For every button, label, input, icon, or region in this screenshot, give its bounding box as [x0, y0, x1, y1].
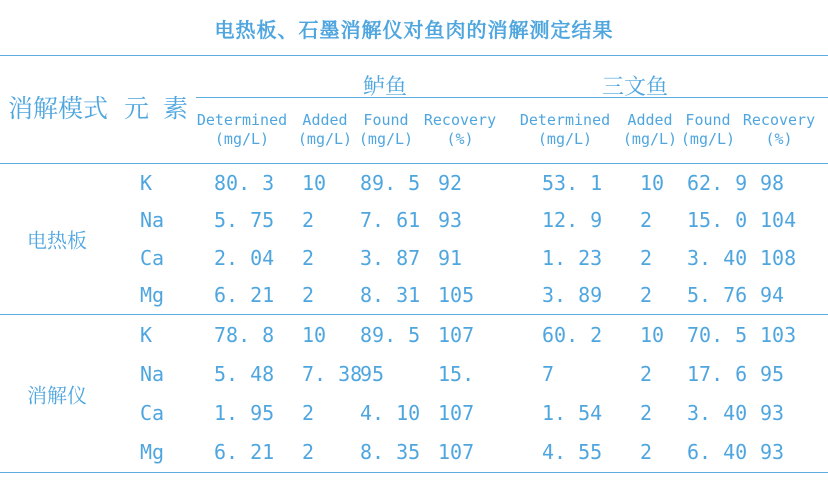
element-label: Na: [140, 208, 165, 233]
table-cell: 93: [760, 401, 785, 426]
table-cell: 2: [640, 401, 653, 426]
column-header-element: 元素: [124, 95, 203, 123]
title-divider: [0, 55, 828, 56]
table-cell: 95: [360, 361, 385, 386]
table-cell: 107: [438, 440, 475, 465]
table-cell: 2: [640, 361, 653, 386]
table-cell: 93: [760, 440, 785, 465]
table-cell: 3. 87: [360, 245, 421, 270]
page-title: 电热板、石墨消解仪对鱼肉的消解测定结果: [214, 20, 614, 42]
table-cell: 98: [760, 170, 785, 195]
table-row: [0, 164, 828, 202]
table-cell: 8. 35: [360, 440, 421, 465]
table-cell: 10: [302, 170, 327, 195]
column-header-unit: (%): [446, 130, 474, 148]
element-label: Ca: [140, 401, 165, 426]
table-cell: 2: [302, 401, 315, 426]
mode-label-digester: 消解仪: [27, 385, 87, 407]
table-cell: 108: [760, 245, 797, 270]
table-cell: 93: [438, 208, 463, 233]
column-header-unit: (mg/L): [537, 130, 593, 148]
fish-group-header-salmon: 三文鱼: [601, 74, 669, 99]
column-header-unit: (mg/L): [680, 130, 736, 148]
table-row: [0, 354, 828, 393]
table-cell: 105: [438, 283, 475, 308]
table-cell: 5. 76: [687, 283, 748, 308]
column-header-recovery: [424, 111, 496, 149]
column-header-name: Determined: [196, 111, 288, 129]
table-cell: 107: [438, 401, 475, 426]
table-cell: 2: [640, 440, 653, 465]
table-cell: 17. 6: [687, 361, 748, 386]
element-label: Mg: [140, 440, 165, 465]
column-header-found: [359, 111, 413, 149]
table-cell: 2: [302, 283, 315, 308]
column-header-unit: (%): [765, 130, 793, 148]
table-row: [0, 202, 828, 240]
column-header-mode: 消解模式: [8, 95, 109, 123]
element-label: Ca: [140, 245, 165, 270]
column-header-name: Found: [685, 111, 731, 129]
element-label: Mg: [140, 283, 165, 308]
table-cell: 7. 61: [360, 208, 421, 233]
column-header-name: Recovery: [423, 111, 497, 129]
column-header-unit: (mg/L): [297, 130, 353, 148]
table-cell: 4. 10: [360, 401, 421, 426]
table-cell: 7. 38: [302, 361, 363, 386]
table-cell: 104: [760, 208, 797, 233]
table-cell: 1. 54: [542, 401, 603, 426]
table-cell: 1. 23: [542, 245, 603, 270]
table-cell: 10: [302, 322, 327, 347]
table-cell: 92: [438, 170, 463, 195]
table-cell: 15.: [438, 361, 475, 386]
fish-header-divider: [196, 97, 828, 98]
element-label: Na: [140, 361, 165, 386]
table-cell: 70. 5: [687, 322, 748, 347]
table-cell: 3. 40: [687, 245, 748, 270]
element-label: K: [140, 322, 153, 347]
group-digester: [0, 315, 828, 472]
table-cell: 8. 31: [360, 283, 421, 308]
table-row: [0, 277, 828, 315]
column-header-found: [681, 111, 735, 149]
column-header-name: Found: [363, 111, 409, 129]
column-header-recovery: [743, 111, 815, 149]
table-cell: 103: [760, 322, 797, 347]
column-header-unit: (mg/L): [214, 130, 270, 148]
table-cell: 10: [640, 322, 665, 347]
bottom-divider: [0, 472, 828, 473]
table-cell: 2: [302, 245, 315, 270]
column-header-name: Determined: [519, 111, 611, 129]
table-row: [0, 433, 828, 472]
table-cell: 53. 1: [542, 170, 603, 195]
table-cell: 60. 2: [542, 322, 603, 347]
element-label: K: [140, 170, 153, 195]
mode-label-hotplate: 电热板: [27, 230, 87, 253]
table-cell: 94: [760, 283, 785, 308]
table-cell: 2. 04: [214, 245, 275, 270]
table-cell: 107: [438, 322, 475, 347]
table-cell: 2: [640, 245, 653, 270]
table-row: [0, 315, 828, 354]
table-cell: 91: [438, 245, 463, 270]
table-cell: 5. 75: [214, 208, 275, 233]
table-cell: 62. 9: [687, 170, 748, 195]
table-row: [0, 239, 828, 277]
table-cell: 12. 9: [542, 208, 603, 233]
table-cell: 10: [640, 170, 665, 195]
table-cell: 78. 8: [214, 322, 275, 347]
table-row: [0, 394, 828, 433]
table-cell: 89. 5: [360, 170, 421, 195]
fish-group-header-bass: 鲈鱼: [362, 74, 408, 99]
table-cell: 7: [542, 361, 555, 386]
table-cell: 1. 95: [214, 401, 275, 426]
table-cell: 89. 5: [360, 322, 421, 347]
column-header-name: Added: [627, 111, 673, 129]
table-cell: 6. 21: [214, 440, 275, 465]
column-header-determined: [520, 111, 610, 149]
table-cell: 95: [760, 361, 785, 386]
column-header-added: [298, 111, 352, 149]
table-cell: 2: [640, 283, 653, 308]
table-cell: 2: [302, 440, 315, 465]
table-cell: 80. 3: [214, 170, 275, 195]
group-hotplate: [0, 164, 828, 314]
column-header-name: Recovery: [742, 111, 816, 129]
column-header-added: [623, 111, 677, 149]
column-header-determined: [197, 111, 287, 149]
table-cell: 4. 55: [542, 440, 603, 465]
column-header-name: Added: [302, 111, 348, 129]
column-header-unit: (mg/L): [358, 130, 414, 148]
table-cell: 6. 40: [687, 440, 748, 465]
table-cell: 3. 89: [542, 283, 603, 308]
table-cell: 2: [640, 208, 653, 233]
table-cell: 15. 0: [687, 208, 748, 233]
column-header-unit: (mg/L): [622, 130, 678, 148]
table-cell: 6. 21: [214, 283, 275, 308]
table-cell: 2: [302, 208, 315, 233]
table-cell: 5. 48: [214, 361, 275, 386]
table-cell: 3. 40: [687, 401, 748, 426]
